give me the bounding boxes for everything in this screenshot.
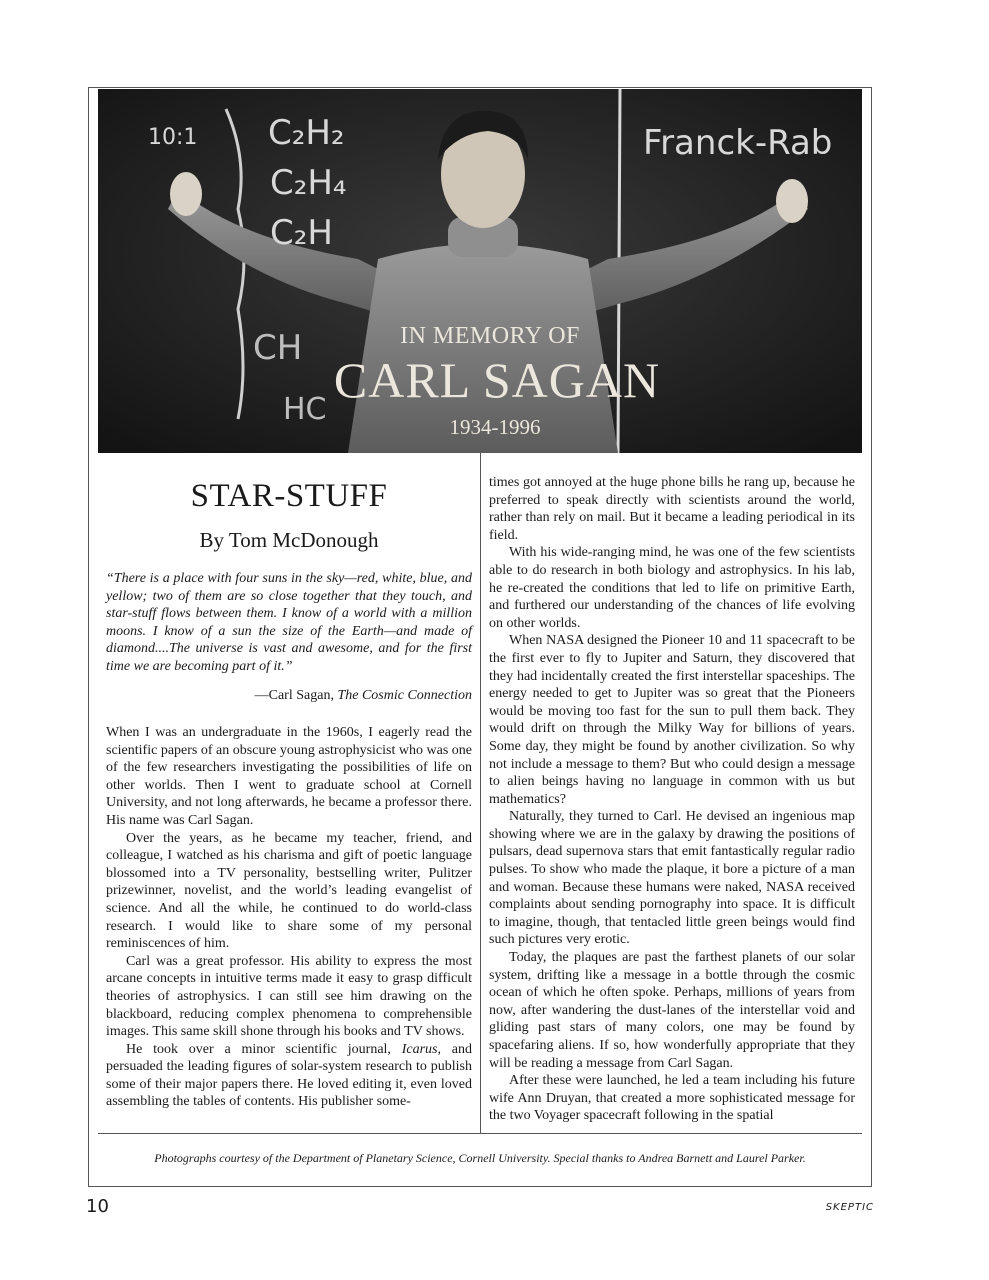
page-number: 10 [86,1196,109,1217]
board-ratio-text: 10:1 [148,125,198,150]
left-paragraph-4-end: and persuaded the leading figures of solar-system research to publish some of their major papers there. He loved editing it, even loved assembling the tables of contents. His publisher some- [106,1041,472,1110]
column-divider [480,453,481,1133]
board-formula-3: C₂H [270,213,333,253]
memorial-kicker: IN MEMORY OF [400,323,580,349]
board-text-franck: Franck-Rab [643,123,833,163]
left-paragraph-4 [106,1041,472,1111]
left-paragraph-1: When I was an undergraduate in the 1960s, I eagerly read the scientific papers of an obscure young astrophysicist who was one of the few researchers investigating the possibilities of life on other worlds. Then I went to graduate school at Cornell University, and not long afterwards, he became a professor there. His name was Carl Sagan. [106,725,472,828]
memorial-name: CARL SAGAN [333,352,661,408]
caption-divider [98,1133,862,1134]
left-paragraph-4-start: He took over a minor scientific journal, [126,1041,402,1057]
left-paragraph-3: Carl was a great professor. His ability to express the most arcane concepts in intuitive terms made it easy to grasp difficult theories of astrophysics. I can still see him drawing on the blackboard, reducing complex phenomena to comprehensible images. This same skill shone through his books and TV shows. [106,953,472,1040]
board-formula-1: C₂H₂ [268,113,345,153]
right-paragraph-4: Today, the plaques are past the farthest planets of our solar system, drifting like a message in a bottle through the cosmic ocean of which he often spoke. Perhaps, millions of years from now, after wandering the dust-lanes of the interstellar void and gliding past stars of many colors, one may be found by spacefaring aliens. If so, how wonderfully appropriate that they will be reading a message from Carl Sagan. [489,950,855,1071]
epigraph-quote: “There is a place with four suns in the sky—red, white, blue, and yellow; two of them are so close together that they touch, and star-stuff flows between them. I know of a world with a million moons. I know of a sun the size of the Earth—and made of diamond....The universe is vast and awesome, and for the first time we are becoming part of it.” [106,571,472,674]
board-formula-2: C₂H₄ [270,163,347,203]
article-title: STAR-STUFF [190,478,388,514]
right-column [489,474,855,1125]
magazine-name: SKEPTIC [825,1202,874,1213]
board-text-ch: CH [253,328,303,368]
journal-name: Icarus, [401,1041,441,1057]
right-paragraph-continued: times got annoyed at the huge phone bills he rang up, because he preferred to speak directly with scientists around the world, rather than rely on mail. But it became a leading periodical in its field. [489,475,855,543]
header-photo [98,89,862,453]
right-paragraph-1: With his wide-ranging mind, he was one of the few scientists able to do research in both biology and astrophysics. In his lab, he re-created the conditions that led to life on primitive Earth, and furthered our understanding of the chances of life evolving on other worlds. [489,545,855,631]
board-text-hc: HC [283,392,327,427]
right-paragraph-3: Naturally, they turned to Carl. He devised an ingenious map showing where we are in the galaxy by drawing the positions of pulsars, dead supernova stars that emit fantastically regular radio pulses. To show who made the plaque, it bore a picture of a man and woman. Because these humans were naked, NASA received complaints about sending pornography into space. It is difficult to imagine, though, that tentacled little green beings would find such pictures very erotic. [489,809,855,948]
attribution-prefix: —Carl Sagan, [254,688,338,703]
left-paragraph-2: Over the years, as he became my teacher, friend, and colleague, I watched as his charisma and gift of poetic language blossomed into a TV personality, bestselling writer, Pulitzer prizewinner, novelist, and the world’s leading evangelist of science. And all the while, he continued to do world-class research. I would like to share some of my personal reminiscences of him. [106,830,472,952]
photo-credit-caption: Photographs courtesy of the Department of Planetary Science, Cornell University. Special thanks to Andrea Barnett and Laurel Parker. [154,1151,806,1165]
right-paragraph-5: After these were launched, he led a team including his future wife Ann Druyan, that created a more sophisticated message for the two Voyager spacecraft following in the spatial [489,1073,855,1124]
memorial-years: 1934-1996 [449,415,541,439]
attribution-book: The Cosmic Connection [337,688,472,703]
left-column [106,724,472,1111]
right-paragraph-2: When NASA designed the Pioneer 10 and 11 spacecraft to be the first ever to fly to Jupiter and Saturn, they discovered that they had incidentally created the first interstellar spaceships. The energy needed to get to Jupiter was so great that the Pioneers would be moving too fast for the sun to pull them back. They would drift on through the Milky Way for billions of years. Some day, they might be found by another civilization. So why not include a message to them? But who could design a message to alien beings having no language in common with us but mathematics? [489,633,855,807]
epigraph-attribution [106,688,472,704]
article-byline: By Tom McDonough [199,528,379,552]
